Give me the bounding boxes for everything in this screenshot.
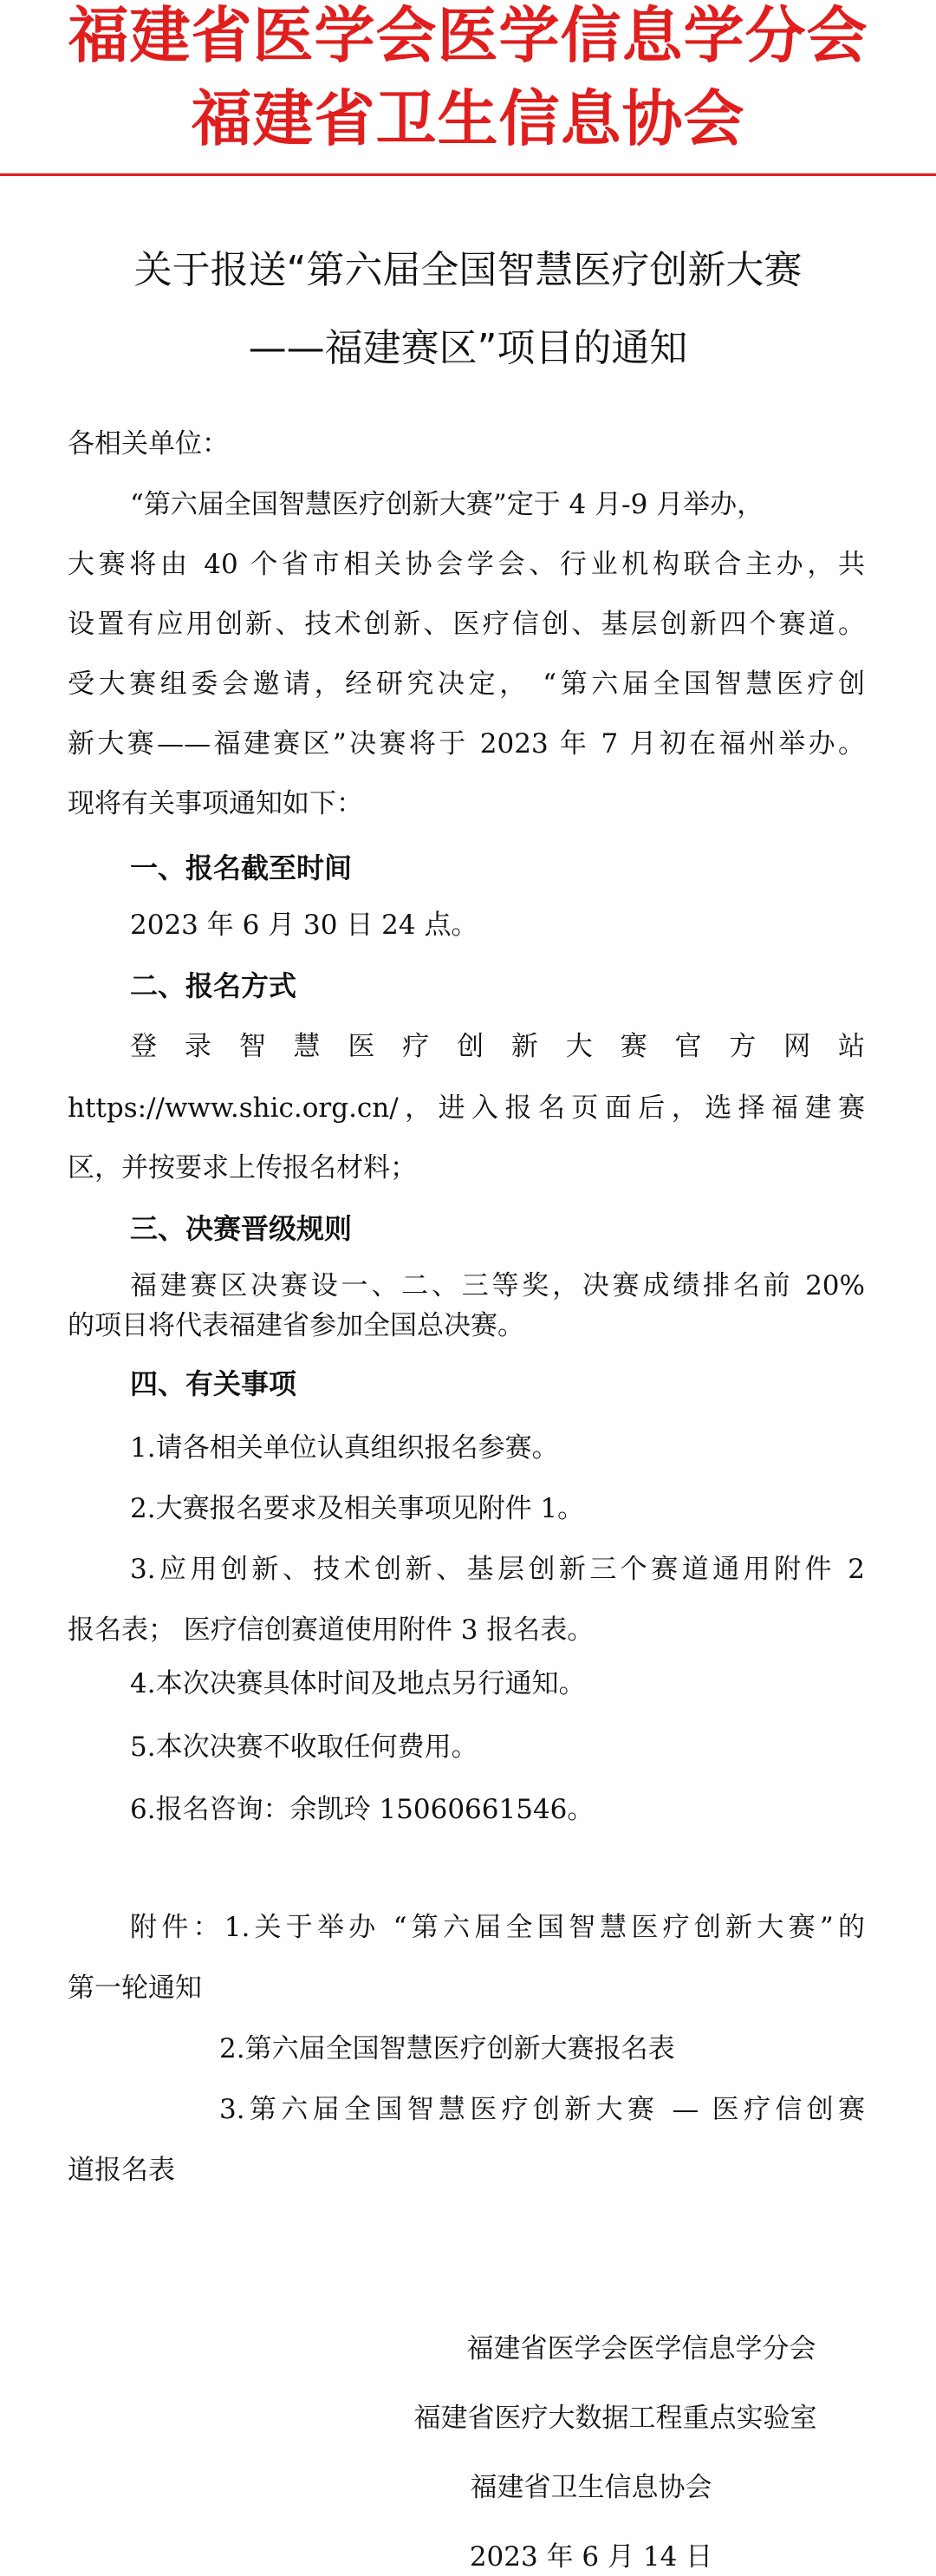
intro-line-6: 现将有关事项通知如下： [68, 788, 363, 819]
item-5: 5.本次决赛不收取任何费用。 [130, 1731, 478, 1763]
attachment-1-line-1: 附件：1.关于举办 “第六届全国智慧医疗创新大赛”的 [130, 1912, 865, 1943]
attachment-1-line-2: 第一轮通知 [68, 1973, 202, 2004]
signature-org-2: 福建省医疗大数据工程重点实验室 [413, 2403, 817, 2434]
section-2-heading: 二、报名方式 [130, 969, 297, 1002]
item-3-line-2: 报名表； 医疗信创赛道使用附件 3 报名表。 [68, 1614, 595, 1646]
intro-line-5: 新大赛——福建赛区”决赛将于 2023 年 7 月初在福州举办。 [68, 728, 865, 760]
signature-org-3: 福建省卫生信息协会 [470, 2472, 712, 2503]
section-3-line-2: 的项目将代表福建省参加全国总决赛。 [68, 1310, 524, 1341]
item-3-line-1: 3.应用创新、技术创新、基层创新三个赛道通用附件 2 [130, 1554, 865, 1585]
letterhead-org-1: 福建省医学会医学信息学分会 [68, 0, 868, 71]
letterhead-org-2: 福建省卫生信息协会 [191, 83, 745, 154]
section-1-heading: 一、报名截至时间 [130, 851, 353, 884]
attachment-3-line-1: 3.第六届全国智慧医疗创新大赛 — 医疗信创赛 [219, 2094, 865, 2125]
item-4: 4.本次决赛具体时间及地点另行通知。 [130, 1668, 586, 1699]
section-2-line-3: 区，并按要求上传报名材料； [68, 1152, 417, 1184]
document-title-line-1: 关于报送“第六届全国智慧医疗创新大赛 [133, 248, 803, 292]
section-4-heading: 四、有关事项 [130, 1367, 297, 1400]
section-1-text: 2023 年 6 月 30 日 24 点。 [130, 910, 478, 941]
section-2-line-1: 登 录 智 慧 医 疗 创 新 大 赛 官 方 网 站 [130, 1031, 865, 1062]
section-3-heading: 三、决赛晋级规则 [130, 1212, 353, 1245]
item-2: 2.大赛报名要求及相关事项见附件 1。 [130, 1493, 585, 1524]
intro-line-4: 受大赛组委会邀请，经研究决定， “第六届全国智慧医疗创 [68, 668, 865, 700]
salutation: 各相关单位： [68, 428, 229, 460]
intro-line-2: 大赛将由 40 个省市相关协会学会、行业机构联合主办，共 [68, 549, 865, 580]
item-1: 1.请各相关单位认真组织报名参赛。 [130, 1432, 559, 1464]
item-6: 6.报名咨询：余凯玲 15060661546。 [130, 1794, 595, 1825]
signature-date: 2023 年 6 月 14 日 [469, 2541, 713, 2573]
red-divider [0, 173, 936, 176]
attachment-2: 2.第六届全国智慧医疗创新大赛报名表 [219, 2033, 675, 2064]
document-title-line-2: ——福建赛区”项目的通知 [248, 326, 688, 370]
intro-line-3: 设置有应用创新、技术创新、医疗信创、基层创新四个赛道。 [68, 609, 865, 640]
attachment-3-line-2: 道报名表 [68, 2155, 175, 2186]
section-3-line-1: 福建赛区决赛设一、二、三等奖，决赛成绩排名前 20% [130, 1270, 865, 1301]
section-2-line-2: https://www.shic.org.cn/，进入报名页面后，选择福建赛 [68, 1092, 865, 1124]
intro-line-1: “第六届全国智慧医疗创新大赛”定于 4 月-9 月举办， [130, 489, 764, 520]
signature-org-1: 福建省医学会医学信息学分会 [466, 2333, 816, 2364]
